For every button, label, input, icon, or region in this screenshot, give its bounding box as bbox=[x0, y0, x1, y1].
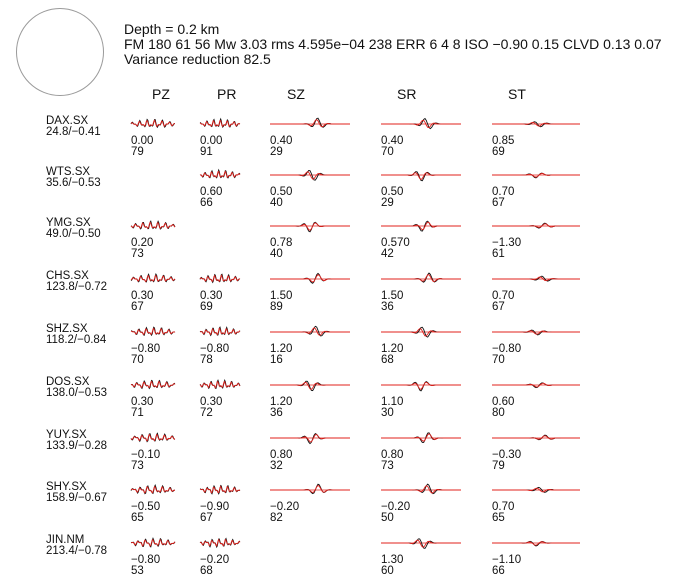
cross-correlation: 68 bbox=[381, 354, 394, 366]
variance-reduction-line: Variance reduction 82.5 bbox=[124, 51, 271, 67]
cross-correlation: 80 bbox=[492, 407, 505, 419]
station-name: JIN.NM bbox=[46, 534, 85, 546]
cross-correlation: 36 bbox=[381, 301, 394, 313]
synthetic-trace-pz bbox=[131, 222, 175, 228]
observed-trace-sr bbox=[381, 273, 461, 282]
time-shift: 1.50 bbox=[381, 290, 404, 302]
column-header-st: ST bbox=[508, 86, 526, 102]
time-shift: −0.90 bbox=[200, 501, 230, 513]
cross-correlation: 66 bbox=[492, 565, 505, 577]
cross-correlation: 78 bbox=[200, 354, 213, 366]
synthetic-trace-sr bbox=[381, 275, 461, 282]
cross-correlation: 67 bbox=[492, 301, 505, 313]
station-name: SHZ.SX bbox=[46, 323, 88, 335]
cross-correlation: 67 bbox=[131, 301, 144, 313]
time-shift: 1.20 bbox=[270, 396, 293, 408]
time-shift: −1.10 bbox=[492, 554, 522, 566]
time-shift: 0.60 bbox=[200, 186, 223, 198]
time-shift: −0.10 bbox=[131, 449, 161, 461]
time-shift: 0.30 bbox=[200, 290, 223, 302]
time-shift: 0.70 bbox=[492, 290, 515, 302]
synthetic-trace-sr bbox=[381, 486, 461, 493]
cross-correlation: 66 bbox=[200, 197, 213, 209]
cross-correlation: 70 bbox=[131, 354, 144, 366]
synthetic-trace-st bbox=[492, 436, 580, 439]
cross-correlation: 73 bbox=[131, 248, 144, 260]
time-shift: −0.20 bbox=[270, 501, 300, 513]
cross-correlation: 61 bbox=[492, 248, 505, 260]
cross-correlation: 70 bbox=[492, 354, 505, 366]
observed-trace-sr bbox=[381, 484, 461, 494]
observed-trace-sr bbox=[381, 539, 461, 549]
station-distance-azimuth: 158.9/−0.67 bbox=[46, 492, 108, 504]
cross-correlation: 29 bbox=[270, 146, 283, 158]
time-shift: 0.70 bbox=[492, 186, 515, 198]
cross-correlation: 68 bbox=[200, 565, 213, 577]
observed-trace-sz bbox=[270, 484, 350, 493]
station-distance-azimuth: 49.0/−0.50 bbox=[46, 228, 101, 240]
station-name: DOS.SX bbox=[46, 376, 90, 388]
synthetic-trace-pz bbox=[131, 487, 175, 493]
focal-mechanism-line: FM 180 61 56 Mw 3.03 rms 4.595e−04 238 ERR 6 4 8 ISO −0.90 0.15 CLVD 0.13 0.07 bbox=[124, 36, 662, 52]
time-shift: 0.00 bbox=[131, 135, 154, 147]
synthetic-trace-pr bbox=[200, 275, 240, 281]
synthetic-trace-pz bbox=[131, 435, 175, 441]
station-name: DAX.SX bbox=[46, 115, 89, 127]
cross-correlation: 79 bbox=[131, 146, 144, 158]
time-shift: 0.00 bbox=[200, 135, 223, 147]
station-distance-azimuth: 138.0/−0.53 bbox=[46, 387, 108, 399]
cross-correlation: 82 bbox=[270, 512, 283, 524]
cross-correlation: 32 bbox=[270, 460, 283, 472]
station-distance-azimuth: 24.8/−0.41 bbox=[46, 126, 101, 138]
station-name: WTS.SX bbox=[46, 166, 91, 178]
synthetic-trace-pr bbox=[200, 121, 240, 127]
cross-correlation: 36 bbox=[270, 407, 283, 419]
time-shift: −1.30 bbox=[492, 237, 522, 249]
time-shift: 0.50 bbox=[270, 186, 293, 198]
cross-correlation: 65 bbox=[492, 512, 505, 524]
time-shift: 0.40 bbox=[270, 135, 293, 147]
time-shift: 0.85 bbox=[492, 135, 515, 147]
time-shift: 1.20 bbox=[381, 343, 404, 355]
cross-correlation: 42 bbox=[381, 248, 394, 260]
cross-correlation: 40 bbox=[270, 248, 283, 260]
time-shift: 1.50 bbox=[270, 290, 293, 302]
cross-correlation: 16 bbox=[270, 354, 283, 366]
station-name: SHY.SX bbox=[46, 481, 87, 493]
time-shift: 0.78 bbox=[270, 237, 293, 249]
station-name: YMG.SX bbox=[46, 217, 91, 229]
station-distance-azimuth: 133.9/−0.28 bbox=[46, 440, 108, 452]
time-shift: 0.20 bbox=[131, 237, 154, 249]
cross-correlation: 53 bbox=[131, 565, 144, 577]
observed-trace-sz bbox=[270, 273, 350, 283]
time-shift: 0.80 bbox=[270, 449, 293, 461]
cross-correlation: 79 bbox=[492, 460, 505, 472]
time-shift: −0.80 bbox=[131, 554, 161, 566]
cross-correlation: 67 bbox=[492, 197, 505, 209]
time-shift: −0.80 bbox=[131, 343, 161, 355]
time-shift: −0.50 bbox=[131, 501, 161, 513]
cross-correlation: 73 bbox=[131, 460, 144, 472]
time-shift: 0.570 bbox=[381, 237, 410, 249]
synthetic-trace-pz bbox=[131, 276, 175, 282]
synthetic-trace-sr bbox=[381, 173, 461, 180]
synthetic-trace-st bbox=[492, 331, 580, 334]
time-shift: 0.40 bbox=[381, 135, 404, 147]
synthetic-trace-sr bbox=[381, 382, 461, 389]
time-shift: 0.50 bbox=[381, 186, 404, 198]
time-shift: 0.30 bbox=[131, 396, 154, 408]
column-header-pz: PZ bbox=[152, 86, 170, 102]
synthetic-trace-sz bbox=[270, 223, 350, 230]
synthetic-trace-st bbox=[492, 542, 580, 546]
cross-correlation: 30 bbox=[381, 407, 394, 419]
time-shift: −0.20 bbox=[200, 554, 230, 566]
cross-correlation: 69 bbox=[492, 146, 505, 158]
cross-correlation: 72 bbox=[200, 407, 213, 419]
time-shift: 0.80 bbox=[381, 449, 404, 461]
time-shift: 0.30 bbox=[131, 290, 154, 302]
column-header-pr: PR bbox=[217, 86, 237, 102]
station-distance-azimuth: 35.6/−0.53 bbox=[46, 177, 101, 189]
time-shift: −0.80 bbox=[200, 343, 230, 355]
station-distance-azimuth: 118.2/−0.84 bbox=[46, 334, 107, 346]
time-shift: −0.80 bbox=[492, 343, 522, 355]
cross-correlation: 91 bbox=[200, 146, 213, 158]
cross-correlation: 89 bbox=[270, 301, 283, 313]
station-distance-azimuth: 123.8/−0.72 bbox=[46, 281, 108, 293]
synthetic-trace-sz bbox=[270, 382, 350, 389]
time-shift: 1.30 bbox=[381, 554, 404, 566]
cross-correlation: 71 bbox=[131, 407, 144, 419]
cross-correlation: 73 bbox=[381, 460, 394, 472]
time-shift: 1.20 bbox=[270, 343, 293, 355]
time-shift: 0.30 bbox=[200, 396, 223, 408]
cross-correlation: 65 bbox=[131, 512, 144, 524]
cross-correlation: 60 bbox=[381, 565, 394, 577]
station-distance-azimuth: 213.4/−0.78 bbox=[46, 545, 108, 557]
depth-line: Depth = 0.2 km bbox=[124, 21, 220, 37]
cross-correlation: 50 bbox=[381, 512, 394, 524]
time-shift: 0.60 bbox=[492, 396, 515, 408]
time-shift: −0.30 bbox=[492, 449, 522, 461]
cross-correlation: 70 bbox=[381, 146, 394, 158]
cross-correlation: 40 bbox=[270, 197, 283, 209]
time-shift: 1.10 bbox=[381, 396, 404, 408]
cross-correlation: 67 bbox=[200, 512, 213, 524]
synthetic-trace-sz bbox=[270, 172, 350, 179]
station-name: YUY.SX bbox=[46, 429, 87, 441]
observed-trace-sz bbox=[270, 326, 350, 336]
cross-correlation: 69 bbox=[200, 301, 213, 313]
synthetic-trace-sz bbox=[270, 120, 350, 127]
station-name: CHS.SX bbox=[46, 270, 89, 282]
column-header-sz: SZ bbox=[287, 86, 305, 102]
observed-trace-st bbox=[492, 435, 580, 440]
column-header-sr: SR bbox=[397, 86, 417, 102]
time-shift: 0.70 bbox=[492, 501, 515, 513]
cross-correlation: 29 bbox=[381, 197, 394, 209]
time-shift: −0.20 bbox=[381, 501, 411, 513]
